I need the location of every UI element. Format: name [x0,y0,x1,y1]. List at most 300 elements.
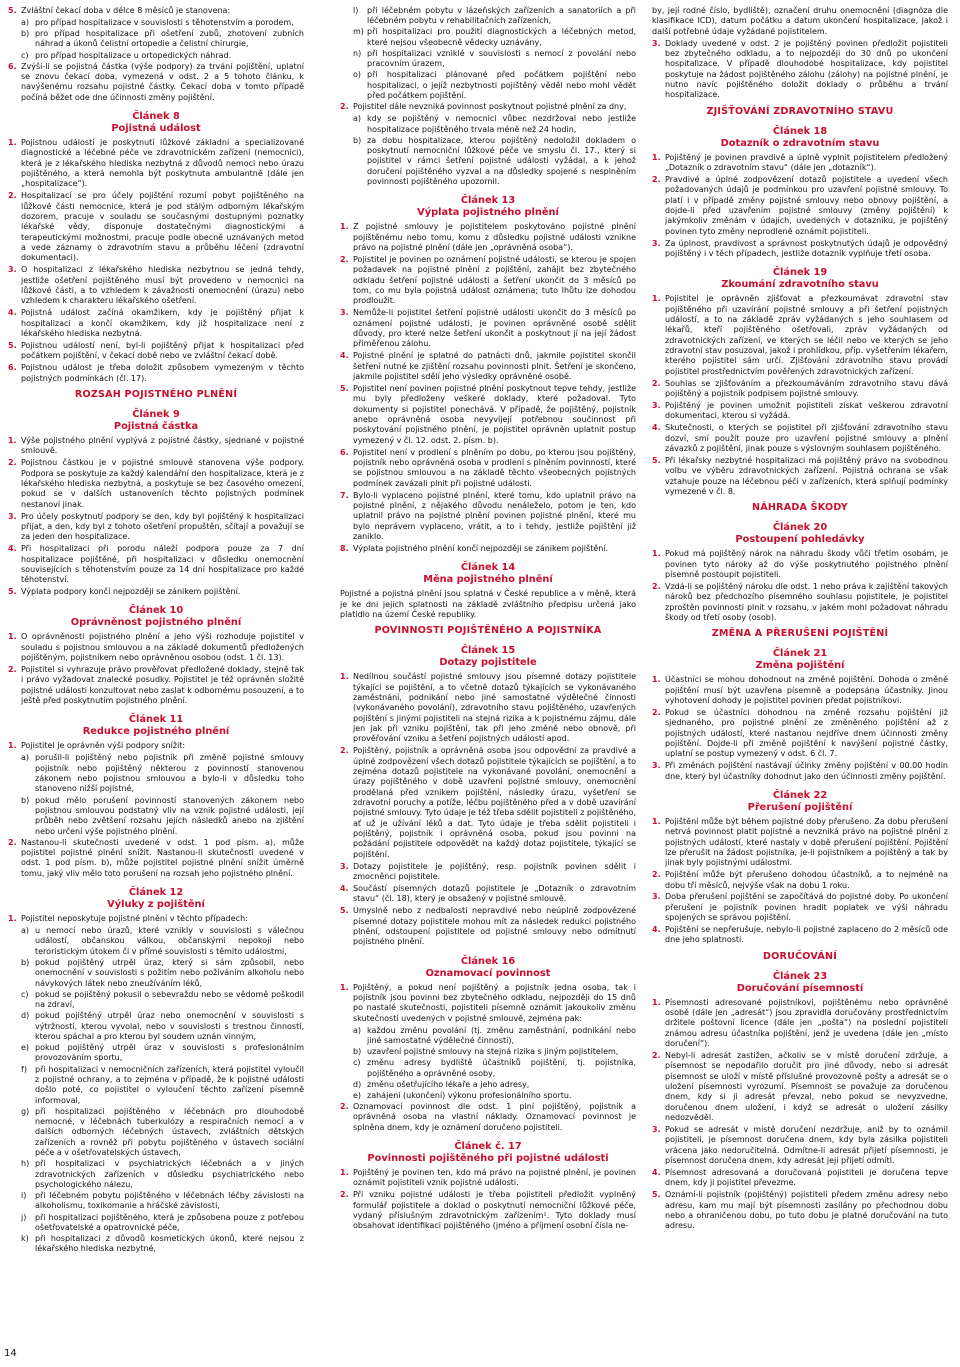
article-number: Článek 20 [772,522,828,534]
numbered-paragraph [340,491,636,543]
numbered-paragraph [652,549,948,580]
list-item [8,1191,304,1212]
numbered-paragraph [652,456,948,497]
section-heading: NÁHRADA ŠKODY [752,502,848,514]
numbered-paragraph [652,379,948,400]
list-item-text: při hospitalizaci pojištěného v léčebnách pro dlouhodobě nemocné, v léčebnách tuberkulózy a respiračních nemocí a v dalších odborných léčebných ústavech, zvláštních dětských zařízeních a rovněž při pobytu pojištěného v ústavech sociální péče a v ošetřovatelských ústavech, [35,1106,304,1158]
list-item [8,1159,304,1190]
paragraph-text: Pojistitel není v prodlení s plněním po dobu, po kterou jsou pojištěný, pojistník nebo oprávněná osoba v prodlení s plněním povinností, které se pojistnou smlouvou a na základě těchto všeobecných pojistných podmínek zavázali plnit při pojistné události. [353,447,636,488]
article-number: Článek 15 [460,645,516,657]
section-heading: DORUČOVÁNÍ [762,950,838,962]
paragraph-text: Pojistitel je povinen po oznámení pojistné události, se kterou je spojen požadavek na pojistné plnění z pojištění, zahájit bez zbytečného odkladu šetření pojistné události a šetření ukončit do 3 měsíců po tom, co mu byla pojistná událost oznámena; tuto lhůtu lze dohodou prodloužit. [353,255,636,306]
list-item-letter: a) [21,926,30,936]
numbered-paragraph [652,998,948,1050]
list-item-text: pro případ hospitalizace při ošetření zubů, zhotovení zubních náhrad a úkonů čelistní ortopedie a čelistní chirurgie, [35,29,304,49]
list-item-text: změnu adresy bydliště účastníků pojištění, tj. pojistníka, pojištěného a oprávněné osoby, [367,1058,636,1078]
paragraph-number: 4. [652,1168,661,1178]
paragraph-text: Pokud se účastníci dohodnou na změně rozsahu pojištění již sjednaného, pro pojistné plnění ze změněného pojištění až z pojistných událostí, které nastanou nejdříve dnem účinnosti změny pojištění. Dojde-li při změně pojištění k navýšení pojistné částky, uplatní se postup vymezený v odst. 6 čl. 7. [665,707,948,759]
list-item-letter: m) [353,27,364,37]
article-title: Postoupení pohledávky [735,534,865,546]
list-item [8,958,304,989]
list-item-letter: e) [353,1090,362,1100]
numbered-paragraph [340,448,636,489]
list-item [8,796,304,837]
paragraph-text: Pojistná událost začíná okamžikem, kdy je pojištěný přijat k hospitalizaci a končí okamžikem, kdy již hospitalizace není z lékařského hlediska nezbytná. [21,308,304,339]
paragraph-text: Pojistitel není povinen pojistné plnění poskytnout tepve tehdy, jestliže mu byly předloženy veškeré doklady, které požadoval. Tyto dokumenty si pojistitel ponechává. V případě, že pojištěný, pojistník anebo oprávněná osoba nevyvíjejí potřebnou součinnost při poskytování pojistného plnění, je pojistitel oprávněn uplatnit postup vymezený v čl. 12. odst. 2. písm. b). [353,383,636,445]
list-item-text: kdy se pojištěný v nemocnici vůbec nezdržoval nebo jestliže hospitalizace pojištěného trvala méně než 24 hodin, [367,114,636,134]
numbered-paragraph [340,102,636,112]
list-item-text: za dobu hospitalizace, kterou pojištěný nedoložil dokladem o poskytnutí nemocniční lůžkové péče ve smyslu čl. 17., který si pojistitel v rámci šetření pojistné události vyžádal, a k jehož doručení pojištěného vyzval a na důsledky spojené s nesplněním povinnosti pojištěného upozornil. [367,135,636,187]
paragraph-number: 5. [8,340,17,350]
numbered-paragraph [652,39,948,101]
list-item-text: při hospitalizaci pro použití diagnostických a léčebných metod, které nejsou všeobecně vědecky uznávány, [367,27,636,47]
numbered-paragraph [652,870,948,891]
numbered-paragraph [652,1125,948,1166]
numbered-paragraph [8,62,304,103]
paragraph-text: Pojištění se nepřerušuje, nebylo-li pojistné zaplaceno do 2 měsíců ode dne jeho splatnosti. [665,925,948,945]
paragraph-text: O oprávněnosti pojistného plnění a jeho výši rozhoduje pojistitel v souladu s pojistnou smlouvou a na základě dokumentů předložených pojištěným, pojistníkem nebo oprávněnou osobou (odst. 1 čl. 13). [21,632,304,663]
paragraph-number: 2. [8,837,17,847]
paragraph-text: Pojistitel neposkytuje pojistné plnění v těchto případech: [21,914,248,924]
article-title: Pojistná událost [111,123,201,135]
numbered-paragraph [8,436,304,457]
list-item-letter: l) [353,6,359,15]
numbered-paragraph [340,906,636,947]
paragraph-number: 2. [8,458,17,468]
list-item-letter: a) [353,114,362,124]
paragraph-number: 3. [8,511,17,521]
paragraph-text: Pojištěný je povinen ten, kdo má právo na pojistné plnění, je povinen oznámit pojistiteli vznik pojistné události. [353,1167,636,1188]
numbered-paragraph [652,925,948,946]
article-title: Oprávněnost pojistného plnění [70,617,242,629]
paragraph-number: 4. [340,883,349,893]
paragraph-number: 4. [340,351,349,361]
numbered-paragraph [340,308,636,349]
paragraph-number: 3. [340,308,349,318]
numbered-paragraph [8,741,304,751]
paragraph-text: Nedílnou součástí pojistné smlouvy jsou písemné dotazy pojistitele týkající se pojištění, a to včetně dotazů týkajících se vykonávaného zaměstnání, podnikání nebo jiné samostatné výdělečné činnosti (vykonávaného povolání), zdravotního stavu pojištěného, uzavřených pojištění s jinými pojistiteli na stejná rizika a k pojistnému zájmu, dále jen jak při vzniku pojištění, tak při jeho změně nebo obnově, při prověřování vzniku a šetření pojistných událostí apod. [353,672,636,744]
paragraph-number: 1. [340,222,349,232]
paragraph-number: 4. [8,308,17,318]
list-item-text: změnu ošetřujícího lékaře a jeho adresy, [367,1079,530,1089]
numbered-paragraph [8,544,304,585]
paragraph-text: Doba přerušení pojištění se započítává do pojistné doby. Po ukončení přerušení je pojistník povinen hradit poplatek ve výši náhradu spojených se správou pojištění. [665,892,948,923]
article-number: Článek 8 [132,111,180,123]
section-heading: POVINNOSTI POJIŠTĚNÉHO A POJISTNÍKA [374,625,602,637]
article-title: Povinnosti pojištěného při pojistné události [367,1152,609,1164]
paragraph-text: O hospitalizaci z lékařského hlediska nezbytnou se jedná tehdy, jestliže ošetření pojištěného musí být provedeno v nemocnici na lůžkové části, a to vzhledem k závažnosti onemocnění (úrazu) nebo vzhledem k charakteru lékařského ošetření. [21,265,304,306]
numbered-paragraph [340,255,636,307]
list-item-text: pro případ hospitalizace u ortopedických náhrad. [35,50,232,60]
paragraph-text: by, její rodné číslo, bydliště), označení druhu onemocnění (diagnóza dle klasifikace ICD), datum počátku a datum ukončení hospitalizace, jakož i další potřebné údaje vyžádané pojistitelem. [652,6,948,36]
paragraph-number: 2. [652,707,661,717]
paragraph-number: 3. [652,892,661,902]
paragraph-text: Pojištění může být přerušeno dohodou účastníků, a to nejméně na dobu tří měsíců, nejvýše však na dobu 1 roku. [665,870,948,890]
article-title: Změna pojištění [755,660,845,672]
paragraph-number: 6. [8,61,17,71]
list-item [340,6,636,27]
list-item-letter: o) [353,70,362,80]
article-number: Článek 19 [772,267,828,279]
paragraph-number: 6. [8,363,17,373]
paragraph-text: Oznámí-li pojistník (pojištěný) pojistiteli předem změnu adresy nebo adresu, kam mu mají být písemnosti zasílány po přechodnou dobu nebo a ohraničenou dobu, po tuto dobu je platné doručování na tuto adresu. [665,1190,948,1231]
list-item-letter: a) [21,753,30,763]
article-title: Doručování písemností [736,982,864,994]
paragraph-number: 2. [652,581,661,591]
section-heading: ZJIŠŤOVÁNÍ ZDRAVOTNÍHO STAVU [706,105,894,117]
article-title: Výluky z pojištění [107,899,205,911]
numbered-paragraph [652,675,948,706]
list-item-letter: c) [21,989,29,999]
article-number: Článek 10 [128,605,184,617]
paragraph-number: 1. [652,997,661,1007]
paragraph-number: 3. [340,861,349,871]
paragraph-number: 1. [340,982,349,992]
list-item-text: při hospitalizaci plánované před počátkem pojištění nebo hospitalizaci, o jejíž nezbytnosti pojištěný věděl nebo mohl vědět před počátkem pojištění. [367,70,636,101]
paragraph-text: Vzdá-li se pojištěný nároku dle odst. 1 nebo práva k zajištění takových nároků bez předchozího písemného souhlasu pojistitele, je pojistitel zproštěn povinnosti plnit v rozsahu, v jakém mohl požadovat náhradu škody od třetí osoby (osob). [665,581,948,622]
page-number: 14 [4,1348,17,1359]
list-item [8,18,304,28]
numbered-paragraph [652,401,948,422]
list-item-text: při léčebném pobytu v lázeňských zařízeních a sanatoriích a při léčebném pobytu v rehabilitačních zařízeních, [367,6,636,26]
numbered-paragraph [8,138,304,190]
numbered-paragraph [340,1102,636,1133]
article-title: Výplata pojistného plnění [417,207,559,219]
article-number: Článek 22 [772,789,828,801]
paragraph-text: Zvláštní čekací doba v délce 8 měsíců je stanovena: [21,6,231,15]
text-column-3 [652,6,948,1233]
list-item [8,926,304,957]
numbered-paragraph [652,294,948,377]
numbered-paragraph [340,544,636,554]
paragraph-text: Pojištěný je povinen umožnit pojistiteli získat veškerou zdravotní dokumentaci, kterou si vyžádá. [665,400,948,421]
paragraph-number: 1. [8,138,17,148]
list-item [340,114,636,135]
paragraph-number: 4. [652,925,661,935]
numbered-paragraph [652,892,948,923]
paragraph-text: Z pojistné smlouvy je pojistitelem poskytováno pojistné plnění pojištěnému nebo tomu, komu z důsledku pojistné události vznikne právo na pojistné plnění (dále jen „oprávněná osoba“). [353,222,636,253]
numbered-paragraph [340,1190,636,1231]
paragraph-number: 3. [652,38,661,48]
paragraph-number: 2. [652,870,661,880]
list-item [340,136,636,188]
list-item [340,27,636,48]
paragraph-number: 5. [340,383,349,393]
paragraph-text: Součástí písemných dotazů pojistitele je „Dotazník o zdravotním stavu“ (čl. 18), který je obsažený v pojistné smlouvě. [353,883,636,904]
numbered-paragraph [340,884,636,905]
list-item-text: pokud pojištěný utrpěl úraz, který si sám způsobil, nebo onemocnění v souvislosti s požitím nebo požíváním alkoholu nebo návykových látek nebo zneužíváním léků, [35,957,304,988]
paragraph-text: Zvýší-li se pojistná částka (výše podpory) za trvání pojištění, uplatní se znovu čekací doba, vymezená v odst. 2 a 5 tohoto článku, k navýšenému rozsahu pojistné částky. Čekací doba v tomto případě počíná běžet ode dne účinnosti změny pojištění. [21,61,304,102]
article-title: Dotazník o zdravotním stavu [720,137,880,149]
paragraph-number: 1. [8,632,17,642]
paragraph-number: 2. [652,1051,661,1061]
article-number: Článek 18 [772,125,828,137]
section-heading: ZMĚNA A PŘERUŠENÍ POJIŠTĚNÍ [711,628,889,640]
paragraph-number: 1. [652,152,661,162]
paragraph-number: 1. [652,816,661,826]
numbered-paragraph [8,458,304,510]
paragraph-text: Za úplnost, pravdivost a správnost poskytnutých údajů je odpovědný pojištěný i v těch případech, jestliže dotazník vyplňuje třetí osoba. [665,238,948,258]
list-item [8,990,304,1011]
paragraph-text: Pokud má pojištěný nárok na náhradu škody vůči třetím osobám, je povinen tyto nároky až do výše poskytnutého pojistného plnění písemně postoupit pojistiteli. [665,549,948,579]
paragraph-number: 3. [652,761,661,771]
list-item-text: při hospitalizaci z důvodů kosmetických úkonů, které nejsou z lékařského hlediska nezbytné, [35,1234,304,1254]
article-number: Článek 21 [772,648,828,660]
paragraph-number: 1. [652,549,661,559]
list-item-text: pokud se pojištěný pokusil o sebevraždu nebo se vědomě poškodil na zdraví, [35,989,304,1010]
list-item-text: pokud pojištěný utrpěl úraz v souvislosti s profesionálním provozováním sportu, [35,1043,304,1063]
numbered-paragraph [652,423,948,454]
paragraph-text: Pojistné a pojistná plnění jsou splatná v České republice a v měně, která je ke dni jejich splatnosti na základě zvláštního předpisu určená jako platidlo na území České republiky. [340,589,636,619]
numbered-paragraph [8,838,304,879]
paragraph-text: Hospitalizací se pro účely pojištění rozumí pobyt pojištěného na lůžkové části nemocnice, která je pod stálým odborným lékařským dozorem, pracuje v souladu se současnými dostupnými poznatky lékařské vědy, disponuje dostatečnými diagnostickými a terapeutickými možnostmi, pracuje podle obecně uznávaných metod a vede záznamy o zdravotním stavu a průběhu léčení (zdravotní dokumentaci). [21,191,304,263]
list-item-letter: j) [21,1212,27,1222]
list-item-letter: a) [21,17,30,27]
paragraph-number: 2. [652,378,661,388]
paragraph-number: 2. [340,255,349,265]
list-item-text: zahájení (ukončení) výkonu profesionálního sportu. [367,1090,572,1100]
list-item-letter: e) [21,1043,30,1053]
numbered-paragraph [8,512,304,543]
article-title: Zkoumání zdravotního stavu [721,279,879,291]
article-number: Článek č. 17 [454,1140,522,1152]
numbered-paragraph [652,1190,948,1231]
list-item-letter: f) [21,1064,27,1074]
list-item-letter: b) [353,135,362,145]
list-item-letter: g) [21,1106,30,1116]
paragraph-text: Při vzniku pojistné události je třeba pojistiteli předložit vyplněný formulář pojistitele a doklad o poskytnutí nemocniční lůžkové péče, vydaný příslušným zdravotnickým zařízením¹. Tyto doklady musí obsahovat identifikaci pojištěného (jméno a příjmení osobní čísla ne- [353,1190,636,1231]
paragraph-text: Pojištěný, pojistník a oprávněná osoba jsou odpovědni za pravdivé a úplné zodpovězení všech dotazů pojistitele týkajících se pojištění, a to zejména dotazů pojistitele na vykonávané povolání, onemocnění a úrazy pojištěného v době uzavření pojistné smlouvy, onemocnění prodělaná před vznikem pojištění, následky úrazu, vyšetření se zdravotní poruchy a potíže, léčbu pojištěného před a v době uzavírání pojistné smlouvy. Tyto údaje je též třeba sdělit pojistiteli z pojištěného, ať už je užívání léků a dat. Tyto údaje je třeba sdělit pojistiteli i pojištěný, pojistník i oprávněná osoba, pokud jsou povinni na požádání pojistitele odpovědět na každý dotaz pojistitele, týkající se pojištění. [353,746,636,859]
numbered-paragraph [8,191,304,263]
paragraph-number: 2. [340,746,349,756]
paragraph-number: 4. [652,423,661,433]
article-number: Článek 12 [128,887,184,899]
numbered-paragraph [8,308,304,339]
paragraph-number: 1. [652,294,661,304]
numbered-paragraph [340,862,636,883]
numbered-paragraph [340,672,636,744]
paragraph-number: 3. [652,238,661,248]
paragraph-number: 5. [8,587,17,597]
paragraph-number: 5. [340,906,349,916]
paragraph-number: 1. [340,1167,349,1177]
paragraph-text: Skutečnosti, o kterých se pojistitel při zjišťování zdravotního stavu dozví, smí použít pouze pro uzavření pojistné smlouvy a plnění závazků z pojištění, jinak pouze s výslovným souhlasem pojištěného. [665,423,948,453]
section-heading: ROZSAH POJISTNÉHO PLNĚNÍ [74,388,238,400]
list-item-letter: c) [21,50,29,60]
paragraph-text: Nastanou-li skutečnosti uvedené v odst. 1 pod písm. a), může pojistitel pojistné plnění snížit. Nastanou-li skutečnosti uvedené v odst. 1 pod písm. b), může pojistitel pojistné plnění snížit úměrně tomu, jaký vliv mělo toto porušení na rozsah jeho pojistného plnění. [21,837,304,878]
paragraph-text: Výplata podpory končí nejpozději se zánikem pojištění. [21,587,241,597]
list-item-text: při léčebném pobytu pojištěného v léčebnách léčby závislosti na alkoholismu, toxikomanie a hráčské závislosti, [35,1191,304,1211]
paragraph-number: 5. [8,6,17,15]
paragraph-text: Při změnách pojištění nastávají účinky změny pojištění v 00.00 hodin dne, který byl účastníky dohodnut jako den účinnosti změny pojištění. [665,761,948,781]
article-title: Přerušení pojištění [747,801,853,813]
paragraph-text: Oznamovací povinnost dle odst. 1 plní pojištěný, pojistník a oprávněná osoba na vlastní náklady. Oznamovací povinnost je splněna dnem, kdy je oznámení doručeno pojistiteli. [353,1101,636,1132]
article-number: Článek 16 [460,955,516,967]
list-item-letter: i) [21,1191,27,1201]
numbered-paragraph [652,817,948,869]
list-item-letter: n) [353,48,362,58]
list-item [8,1213,304,1234]
paragraph-number: 3. [8,265,17,275]
numbered-paragraph [8,6,304,16]
article-number: Článek 13 [460,195,516,207]
list-item [340,49,636,70]
list-item-text: pokud mělo porušení povinností stanovených zákonem nebo pojistnou smlouvou podstatný vliv na vznik pojistné události, její průběh nebo zvětšení rozsahu jejích následků anebo na zjištění nebo určení výše pojistného plnění. [35,795,304,836]
list-item [8,29,304,50]
list-item-text: uzavření pojistné smlouvy na stejná rizika s jiným pojistitelem, [367,1047,619,1057]
list-item-letter: k) [21,1234,29,1244]
numbered-paragraph [652,239,948,260]
paragraph-number: 3. [652,400,661,410]
list-item [8,51,304,61]
list-item [8,753,304,794]
paragraph-text: Při lékařsky nezbytné hospitalizaci má pojištěný právo na svobodnou volbu ve výběru zdravotnických zařízení. Pojistná ochrana se však vztahuje pouze na léčebnou péči v zařízeních, která splňují podmínky vymezené v čl. 8. [665,455,948,496]
paragraph-text: Bylo-li vyplaceno pojistné plnění, které tomu, kdo uplatnil právo na pojistné plnění, z nějakého důvodu nenáleželo, potom je ten, kdo uplatnil právo na pojistné plnění povinen pojistné plnění, které mu bylo neprávem vyplaceno, vrátit, a to i tehdy, jestliže pojištění již zaniklo. [353,490,636,541]
article-number: Článek 23 [772,970,828,982]
numbered-paragraph [340,384,636,446]
paragraph-number: 2. [8,665,17,675]
paragraph-number: 4. [8,544,17,554]
article-number: Článek 11 [128,714,184,726]
paragraph-number: 5. [652,1190,661,1200]
paragraph-number: 2. [652,174,661,184]
list-item-text: porušil-li pojištěný nebo pojistník při změně pojistné smlouvy pojistník nebo pojištěný některou z povinností stanovenou zákonem nebo pojistnou smlouvou a bylo-li v důsledku toho stanoveno nižší pojistné, [35,753,304,794]
paragraph-text: Výše pojistného plnění vyplývá z pojistné částky, sjednané v pojistné smlouvě. [21,435,304,456]
numbered-paragraph [8,265,304,306]
text-column-2 [340,6,636,1233]
article-title: Oznamovací povinnost [425,967,551,979]
numbered-paragraph [652,708,948,760]
numbered-paragraph [340,222,636,253]
numbered-paragraph [652,761,948,782]
paragraph-text: Pojistitel je oprávněn výši podpory snížit: [21,741,186,751]
numbered-paragraph [652,1168,948,1189]
list-item [8,1011,304,1042]
paragraph-text: Pokud se adresát v místě doručení nezdržuje, aniž by to oznámil pojistiteli, je písemnost doručena dnem, kdy byla zásilka pojistiteli vrácena jako nedoručitelná. Odmítne-li adresát přijetí písemnosti, je písemnost doručena dnem, kdy adresát její přijetí odmítl. [665,1125,948,1166]
article-title: Dotazy pojistitele [439,657,537,669]
numbered-paragraph [652,153,948,174]
numbered-paragraph [340,1168,636,1189]
paragraph-text: Pro účely poskytnutí podpory se den, kdy byl pojištěný k hospitalizaci přijat, a den, kdy byl z tohoto ošetření propuštěn, sčítají a považují se za jeden den hospitalizace. [21,511,304,542]
list-item-letter: b) [21,795,30,805]
list-item-text: u nemocí nebo úrazů, které vznikly v souvislosti s válečnou událostí, občanskou válkou, občanskými nepokoji nebo teroristickým útokem či v přímé souvislosti s těmito událostmi, [35,926,304,956]
paragraph-text: Pojištění může být během pojistné doby přerušeno. Za dobu přerušení netrvá povinnost platit pojistné a nevzniká právo na pojistné plnění z pojistných událostí, které nastaly v době přerušení pojištění. Pojištění lze přerušit na žádost pojistníka, je-li pojistníkem a pojištěný a tak by jinak byly pojistnými událostmi. [665,816,948,868]
numbered-paragraph [652,582,948,623]
list-item-text: pokud pojištěný utrpěl úraz nebo onemocnění v souvislosti s výtržností, kterou vyvolal, nebo v souvislosti s trestnou činností, kterou spáchal a pro kterou byl soudem uznán vinným, [35,1011,304,1041]
list-item-text: při hospitalizaci vzniklé v souvislosti s nemocí z povolání nebo pracovním úrazem, [367,48,636,69]
paragraph-text: Nebyl-li adresát zastižen, ačkoliv se v místě doručení zdržuje, a písemnost se nepodařilo doručit pro jiné důvody, nebo si adresát písemnost se uloží v místě příslušné provozovně pošty a adresát se o uložení písemnosti vyrozumí. Písemnost se považuje za doručenou dnem, kdy si ji adresát převzal, nebo pokud se nevyzvedne, doručenou dnem uložení, i když se adresát o uložení zásilky nedozvěděl. [665,1051,948,1123]
paragraph-number: 1. [8,741,17,751]
numbered-paragraph [340,746,636,860]
list-item [340,1026,636,1047]
paragraph-number: 1. [652,675,661,685]
paragraph-text: Pojištěný, a pokud není pojištěný a pojistník jedna osoba, tak i pojistník jsou povinni bez zbytečného odkladu, nejpozději do 15 dnů po nastalé skutečnosti, pojistiteli písemně oznámit jakoukoliv změnu skutečností uvedených v pojistné smlouvě, zejména pak: [353,982,636,1023]
paragraph-text: Pojistitel si vyhrazuje právo prověřovat předložené doklady, stejně tak i právo vyžadovat znalecké posudky. Pojistitel je též oprávněn složité pojistné události konzultovat nebo zaslat k odbornému posouzení, a to ještě před poskytnutím pojistného plnění. [21,665,304,706]
article-number: Článek 9 [132,408,180,420]
list-item-letter: c) [353,1058,361,1068]
paragraph-text: Pojistnou událostí není, byl-li pojištěný přijat k hospitalizaci před počátkem pojištění, v čekací době nebo ve zvláštní čekací době. [21,340,304,361]
numbered-paragraph [8,341,304,362]
list-item [340,1091,636,1101]
list-item-letter: a) [353,1025,362,1035]
paragraph-text: Pojistnou událost je třeba doložit způsobem vymezeným v těchto pojistných podmínkách (čl. 17). [21,363,304,383]
numbered-paragraph [8,587,304,597]
list-item-letter: h) [21,1159,30,1169]
numbered-paragraph [340,351,636,382]
paragraph-text: Nemůže-li pojistitel šetření pojistné události ukončit do 3 měsíců po oznámení pojistné události, je povinen oprávněné osobě sdělit důvody, pro které nelze šetření ukončit a poskytnout jí na její žádost přiměřenou zálohu. [353,308,636,349]
list-item [8,1043,304,1064]
paragraph-text: Doklady uvedené v odst. 2 je pojištěný povinen předložit pojistiteli bez zbytečného odkladu, a to nejpozději do 30 dnů po ukončení hospitalizace. V případě dlouhodobé hospitalizace, kdy pojistitel poskytuje na žádost pojištěného zálohu (zálohy) na pojistné plnění, je nutno navíc pojištěného doložit doklady o průběhu a trvání hospitalizace. [665,38,948,100]
paragraph-text: Účastníci se mohou dohodnout na změně pojištění. Dohoda o změně pojištění musí být uzavřena písemně a podepsána účastníky. Jinou vyhotovení dohody je pojistitel povinen předat pojistníkovi. [665,675,948,705]
list-item [340,1080,636,1090]
text-column-1 [8,6,304,1256]
paragraph-text: Při hospitalizaci při porodu náleží podpora pouze za 7 dní hospitalizace pojištěné, při hospitalizaci v důsledku onemocnění souvisejících s těhotenstvím pouze za 14 dní hospitalizace pro každé těhotenství. [21,544,304,585]
paragraph-text: Pojistitel dále nevzniká povinnost poskytnout pojistné plnění za dny, [353,102,627,112]
numbered-paragraph [8,363,304,384]
list-item [340,1058,636,1079]
paragraph-text: Souhlas se zjišťováním a přezkoumáváním zdravotního stavu dává pojištěný a pojistník podpisem pojistné smlouvy. [665,378,948,398]
paragraph-text: Pojistitel je oprávněn zjišťovat a přezkoumávat zdravotní stav pojištěného při uzavírání pojistné smlouvy a při šetření pojistných událostí, a to na základě zpráv vyžádaných s jeho souhlasem od lékařů, kteří pojištěného ošetřovali, zpráv vyžádaných od zdravotnických zařízení, ve kterých se léčil nebo ve kterých se jeho zdravotní stav posuzoval, jakož i prohlídkou, příp. vyšetřením lékařem, kterého pojistitel sám určí. Zjišťování zdravotního stavu provádí pojistitel prostřednictvím pověřených zdravotnických zařízení. [665,294,948,376]
numbered-paragraph [8,665,304,706]
paragraph-text: Úmyslně nebo z nedbalosti nepravdivé nebo neúplně zodpovězené písemné dotazy pojistitele mohou mít za následek redukci pojistného plnění, odstoupení pojistitele od pojistné smlouvy nebo odmítnutí pojistného plnění. [353,906,636,947]
paragraph-number: 2. [340,1101,349,1111]
list-item-text: při hospitalizaci pojištěného, která je způsobena pouze z potřebou ošetřovatelské a opatrovnické péče, [35,1212,304,1232]
numbered-paragraph [340,983,636,1024]
numbered-paragraph [652,175,948,237]
list-item [8,1234,304,1255]
list-item-letter: b) [21,957,30,967]
paragraph-number: 1. [8,914,17,924]
numbered-paragraph [8,632,304,663]
paragraph-text: Pravdivé a úplné zodpovězení dotazů pojistitele a uvedení všech požadovaných údajů je podmínkou pro uzavření pojistné smlouvy. To platí i v případě změny pojistné smlouvy nebo obnovy pojištění, a dojde-li před uzavřením pojistné smlouvy (změny pojištění) k jakýmkoliv změnám v údajích, uvedených v dotazníku, je pojištěný povinen tyto změny neprodleně oznámit pojistiteli. [665,174,948,236]
paragraph-number: 7. [340,490,349,500]
paragraph-number: 5. [652,455,661,465]
paragraph-number: 1. [8,435,17,445]
paragraph-number: 2. [340,102,349,112]
paragraph-text: Výplata pojistného plnění končí nejpozději se zánikem pojištění. [353,543,609,553]
list-item-text: při hospitalizaci v nemocničních zařízeních, která pojistitel vyloučil z pojistné ochrany, a to zejména v případě, že k pojistné události došlo poté, co pojistitel o vyloučení těchto zařízení písemně informoval, [35,1064,304,1105]
paragraph-number: 3. [652,1125,661,1135]
list-item [340,70,636,101]
paragraph-number: 2. [340,1190,349,1200]
article-title: Měna pojistného plnění [423,574,553,586]
numbered-paragraph [8,914,304,924]
paragraph-text: Dotazy pojistitele je pojištěný, resp. pojistník povinen sdělit i zmocněnci pojistitele. [353,861,636,881]
list-item-letter: d) [21,1011,30,1021]
paragraph-text: Písemnosti adresované pojistníkovi, pojištěnému nebo oprávněné osobě (dále jen „adresát“) jsou zpravidla doručovány prostřednictvím držitele poštovní licence (dále jen „pošta“) na poslední pojistiteli známou adresu účastníka pojištění, jenž je uvedena (dále jen „místo doručení“). [665,997,948,1049]
list-item-text: při hospitalizaci v psychiatrických léčebnách a v jiných zdravotnických zařízeních v důsledku psychiatrického nebo psychologického nálezu, [35,1159,304,1189]
paragraph-text: Pojištěný je povinen pravdivě a úplně vyplnit pojistitelem předložený „Dotazník o zdravotním stavu“ (dále jen „dotazník“). [665,152,948,173]
paragraph-text: Pojistnou částkou je v pojistné smlouvě stanovena výše podpory. Podpora se poskytuje za každý kalendářní den hospitalizace, která je z lékařského hlediska nezbytná, a poskytuje se bez časového omezení, pokud se v dalších ustanoveních těchto pojistných podmínek nestanoví jinak. [21,458,304,509]
article-title: Redukce pojistného plnění [82,726,230,738]
paragraph-number: 8. [340,543,349,553]
paragraph-text: Pojistné plnění je splatné do patnácti dnů, jakmile pojistitel skončil šetření nutné ke zjištění rozsahu povinnosti plnit. Šetření je skončeno, jakmile pojistitel sdělí jeho výsledky oprávněné osobě. [353,351,636,382]
list-item [8,1107,304,1159]
paragraph-number: 1. [340,672,349,682]
list-item-letter: b) [21,29,30,39]
list-item-text: pro případ hospitalizace v souvislosti s těhotenstvím a porodem, [35,17,294,27]
list-item [8,1065,304,1106]
paragraph-number: 2. [8,191,17,201]
list-item-text: každou změnu povolání (tj. změnu zaměstnání, podnikání nebo jiné samostatné výdělečné činnosti), [367,1025,636,1045]
paragraph-number: 6. [340,447,349,457]
paragraph-text: Písemnost adresovaná a doručovaná pojistiteli je doručena tepve dnem, kdy ji pojistitel převezme. [665,1168,948,1188]
numbered-paragraph [652,1051,948,1123]
paragraph-text: Pojistnou událostí je poskytnutí lůžkové základní a specializované diagnostické a léčebné péče ve zdravotnickém zařízení (nemocnici), která je z lékařského hlediska nezbytná z důvodů nemoci nebo úrazu pojištěného, a která nemohla být poskytnuta ambulantně (dále jen „hospitalizace“). [21,138,304,189]
article-title: Pojistná částka [113,420,199,432]
list-item-letter: b) [353,1047,362,1057]
article-number: Článek 14 [460,562,516,574]
